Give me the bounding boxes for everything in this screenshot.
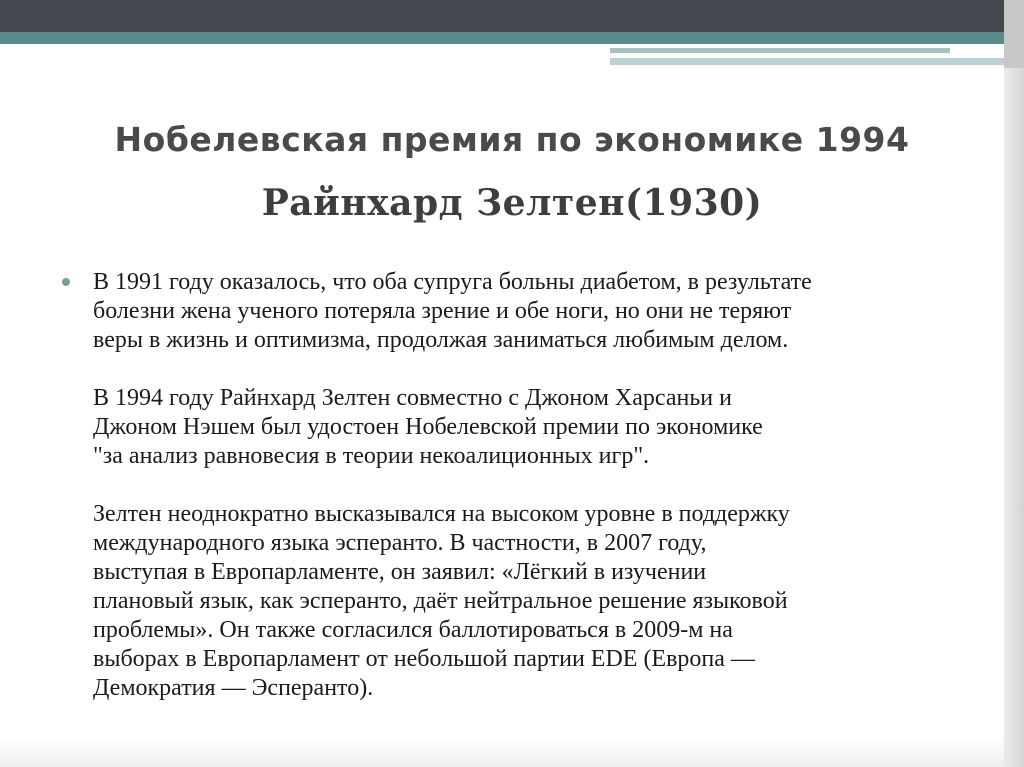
text-line: Демократия — Эсперанто). — [93, 675, 374, 701]
slide-bottom-shadow — [0, 737, 1004, 767]
header-accent-line-lower — [610, 58, 1004, 65]
slide-body — [93, 268, 993, 732]
text-line: выступая в Европарламенте, он заявил: «Лёгкий в изучении — [93, 559, 707, 585]
bullet-icon — [62, 278, 70, 286]
text-line: болезни жена ученого потеряла зрение и обе ноги, но они не теряют — [93, 298, 792, 324]
paragraph-diabetes — [93, 268, 993, 355]
slide-title: Нобелевская премия по экономике 1994 — [114, 120, 910, 159]
text-line: Джоном Нэшем был удостоен Нобелевской премии по экономике — [93, 414, 763, 440]
header-accent-line — [610, 48, 950, 53]
text-line: проблемы». Он также согласился баллотироваться в 2009-м на — [93, 617, 733, 643]
text-line: плановый язык, как эсперанто, даёт нейтральное решение языковой — [93, 588, 788, 614]
text-line: В 1994 году Райнхард Зелтен совместно с Джоном Харсаньи и — [93, 385, 732, 411]
text-line: В 1991 году оказалось, что оба супруга больны диабетом, в результате — [93, 269, 812, 295]
slide-edge-shadow-top — [1004, 0, 1024, 68]
text-line: международного языка эсперанто. В частности, в 2007 году, — [93, 530, 707, 556]
text-line: Зелтен неоднократно высказывался на высоком уровне в поддержку — [93, 501, 790, 527]
slide-subtitle: Райнхард Зелтен(1930) — [261, 182, 763, 224]
header-bar-teal — [0, 32, 1004, 44]
paragraph-esperanto — [93, 500, 993, 703]
text-line: веры в жизнь и оптимизма, продолжая заниматься любимым делом. — [93, 327, 789, 353]
slide-edge-shadow — [1004, 0, 1024, 767]
text-line: "за анализ равновесия в теории некоалиционных игр". — [93, 443, 650, 469]
header-bar-dark — [0, 0, 1004, 32]
text-line: выборах в Европарламент от небольшой партии EDE (Европа — — [93, 646, 755, 672]
paragraph-nobel — [93, 384, 993, 471]
